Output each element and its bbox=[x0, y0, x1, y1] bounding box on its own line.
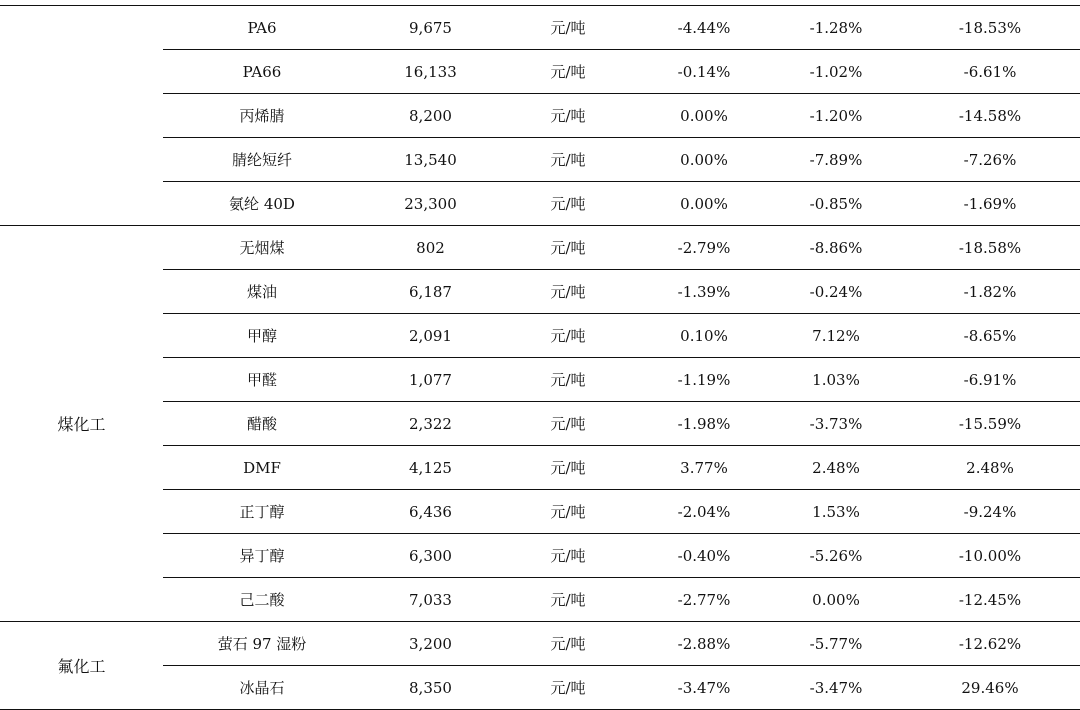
change-3-cell: -12.62% bbox=[900, 622, 1080, 666]
change-2-cell: -0.85% bbox=[772, 182, 900, 226]
product-name-cell: 甲醇 bbox=[163, 314, 361, 358]
price-cell: 1,077 bbox=[361, 358, 500, 402]
change-1-cell: 3.77% bbox=[636, 446, 772, 490]
product-name-cell: 醋酸 bbox=[163, 402, 361, 446]
change-3-cell: 2.48% bbox=[900, 446, 1080, 490]
product-name-cell: PA66 bbox=[163, 50, 361, 94]
change-3-cell: -10.00% bbox=[900, 534, 1080, 578]
price-cell: 13,540 bbox=[361, 138, 500, 182]
unit-cell: 元/吨 bbox=[500, 402, 636, 446]
change-1-cell: -2.88% bbox=[636, 622, 772, 666]
unit-cell: 元/吨 bbox=[500, 138, 636, 182]
price-cell: 6,300 bbox=[361, 534, 500, 578]
change-3-cell: -12.45% bbox=[900, 578, 1080, 622]
product-name-cell: 无烟煤 bbox=[163, 226, 361, 270]
change-1-cell: 0.00% bbox=[636, 94, 772, 138]
change-1-cell: -1.19% bbox=[636, 358, 772, 402]
change-2-cell: -3.47% bbox=[772, 666, 900, 710]
price-cell: 7,033 bbox=[361, 578, 500, 622]
change-3-cell: -8.65% bbox=[900, 314, 1080, 358]
unit-cell: 元/吨 bbox=[500, 50, 636, 94]
change-2-cell: 7.12% bbox=[772, 314, 900, 358]
change-2-cell: -8.86% bbox=[772, 226, 900, 270]
product-name-cell: 氨纶 40D bbox=[163, 182, 361, 226]
price-cell: 6,187 bbox=[361, 270, 500, 314]
product-name-cell: 己二酸 bbox=[163, 578, 361, 622]
product-name-cell: 腈纶短纤 bbox=[163, 138, 361, 182]
change-3-cell: -1.82% bbox=[900, 270, 1080, 314]
product-name-cell: 萤石 97 湿粉 bbox=[163, 622, 361, 666]
unit-cell: 元/吨 bbox=[500, 666, 636, 710]
unit-cell: 元/吨 bbox=[500, 446, 636, 490]
change-2-cell: -0.24% bbox=[772, 270, 900, 314]
price-cell: 2,322 bbox=[361, 402, 500, 446]
price-cell: 6,436 bbox=[361, 490, 500, 534]
price-cell: 8,200 bbox=[361, 94, 500, 138]
change-1-cell: 0.00% bbox=[636, 138, 772, 182]
product-name-cell: 煤油 bbox=[163, 270, 361, 314]
product-name-cell: 丙烯腈 bbox=[163, 94, 361, 138]
change-3-cell: -6.91% bbox=[900, 358, 1080, 402]
change-1-cell: -3.47% bbox=[636, 666, 772, 710]
change-2-cell: -1.02% bbox=[772, 50, 900, 94]
change-2-cell: -1.28% bbox=[772, 6, 900, 50]
change-1-cell: -2.79% bbox=[636, 226, 772, 270]
change-1-cell: 0.10% bbox=[636, 314, 772, 358]
unit-cell: 元/吨 bbox=[500, 6, 636, 50]
product-name-cell: 异丁醇 bbox=[163, 534, 361, 578]
change-1-cell: -0.14% bbox=[636, 50, 772, 94]
change-3-cell: -14.58% bbox=[900, 94, 1080, 138]
price-cell: 802 bbox=[361, 226, 500, 270]
change-3-cell: -18.53% bbox=[900, 6, 1080, 50]
product-name-cell: DMF bbox=[163, 446, 361, 490]
change-3-cell: -18.58% bbox=[900, 226, 1080, 270]
change-1-cell: 0.00% bbox=[636, 182, 772, 226]
unit-cell: 元/吨 bbox=[500, 534, 636, 578]
change-2-cell: -1.20% bbox=[772, 94, 900, 138]
price-table bbox=[0, 5, 1080, 710]
change-3-cell: -15.59% bbox=[900, 402, 1080, 446]
category-cell: 煤化工 bbox=[0, 226, 163, 622]
product-name-cell: 冰晶石 bbox=[163, 666, 361, 710]
category-cell bbox=[0, 6, 163, 226]
change-2-cell: -3.73% bbox=[772, 402, 900, 446]
price-cell: 9,675 bbox=[361, 6, 500, 50]
price-cell: 8,350 bbox=[361, 666, 500, 710]
category-cell: 氟化工 bbox=[0, 622, 163, 710]
change-3-cell: 29.46% bbox=[900, 666, 1080, 710]
change-3-cell: -1.69% bbox=[900, 182, 1080, 226]
unit-cell: 元/吨 bbox=[500, 490, 636, 534]
change-2-cell: 1.53% bbox=[772, 490, 900, 534]
unit-cell: 元/吨 bbox=[500, 314, 636, 358]
change-1-cell: -1.98% bbox=[636, 402, 772, 446]
change-2-cell: 0.00% bbox=[772, 578, 900, 622]
unit-cell: 元/吨 bbox=[500, 182, 636, 226]
change-2-cell: 2.48% bbox=[772, 446, 900, 490]
product-name-cell: 甲醛 bbox=[163, 358, 361, 402]
change-1-cell: -2.04% bbox=[636, 490, 772, 534]
unit-cell: 元/吨 bbox=[500, 226, 636, 270]
price-cell: 2,091 bbox=[361, 314, 500, 358]
change-3-cell: -7.26% bbox=[900, 138, 1080, 182]
change-3-cell: -9.24% bbox=[900, 490, 1080, 534]
change-1-cell: -2.77% bbox=[636, 578, 772, 622]
change-2-cell: -5.77% bbox=[772, 622, 900, 666]
price-cell: 4,125 bbox=[361, 446, 500, 490]
unit-cell: 元/吨 bbox=[500, 358, 636, 402]
table-row bbox=[0, 226, 1080, 270]
change-1-cell: -1.39% bbox=[636, 270, 772, 314]
unit-cell: 元/吨 bbox=[500, 270, 636, 314]
change-3-cell: -6.61% bbox=[900, 50, 1080, 94]
table-row bbox=[0, 6, 1080, 50]
unit-cell: 元/吨 bbox=[500, 622, 636, 666]
unit-cell: 元/吨 bbox=[500, 94, 636, 138]
change-2-cell: -7.89% bbox=[772, 138, 900, 182]
product-name-cell: PA6 bbox=[163, 6, 361, 50]
price-cell: 16,133 bbox=[361, 50, 500, 94]
unit-cell: 元/吨 bbox=[500, 578, 636, 622]
change-1-cell: -0.40% bbox=[636, 534, 772, 578]
change-1-cell: -4.44% bbox=[636, 6, 772, 50]
table-row bbox=[0, 622, 1080, 666]
change-2-cell: -5.26% bbox=[772, 534, 900, 578]
price-cell: 23,300 bbox=[361, 182, 500, 226]
price-cell: 3,200 bbox=[361, 622, 500, 666]
product-name-cell: 正丁醇 bbox=[163, 490, 361, 534]
price-table-body bbox=[0, 6, 1080, 710]
change-2-cell: 1.03% bbox=[772, 358, 900, 402]
